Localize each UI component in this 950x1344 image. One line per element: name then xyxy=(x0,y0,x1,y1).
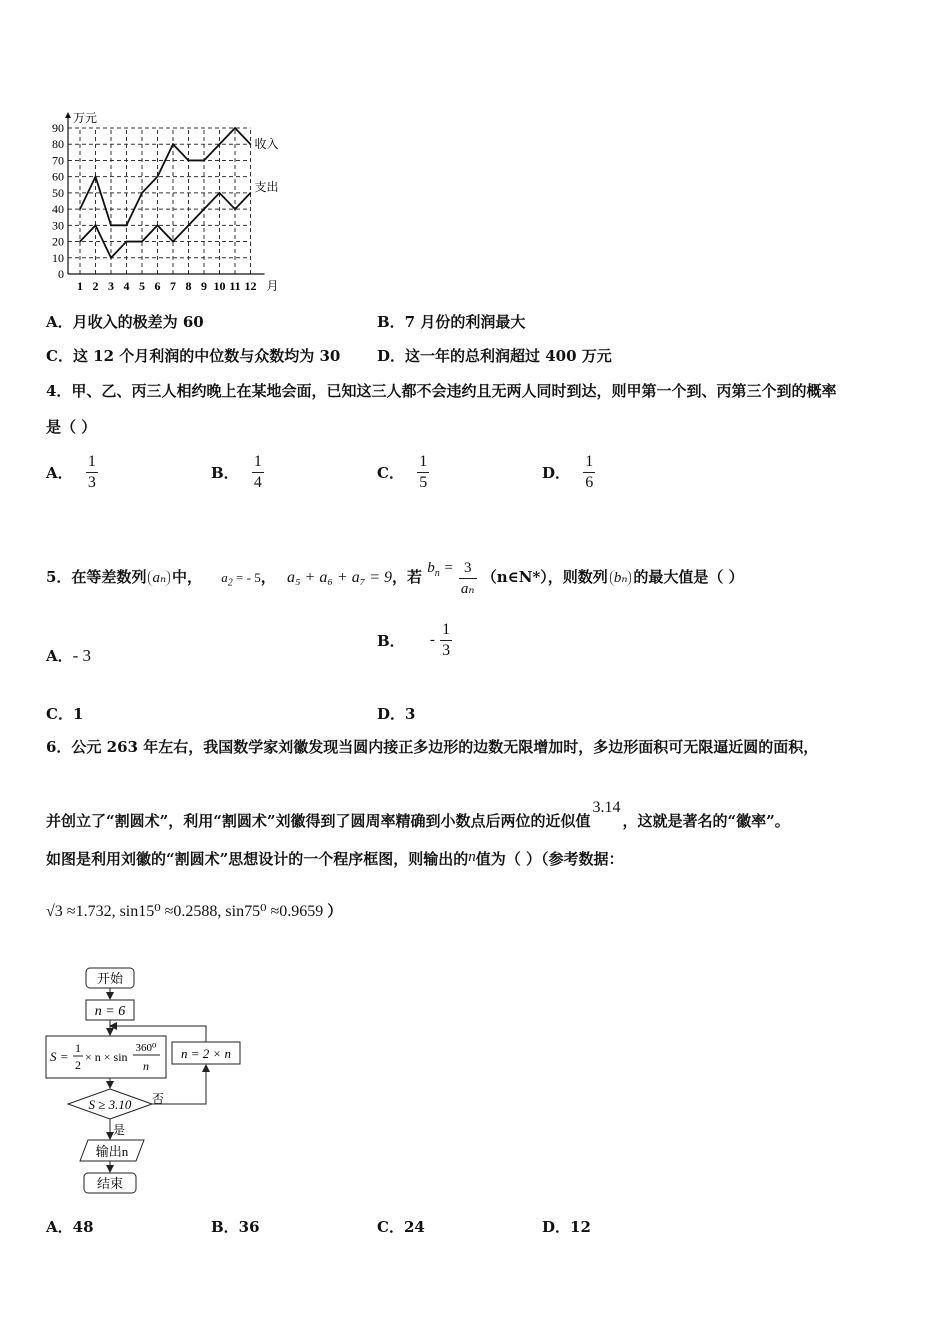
chart-y-arrow xyxy=(65,112,71,118)
chart-point xyxy=(234,127,236,129)
q5-comma: ， xyxy=(260,568,276,586)
q5-sum: a₅ + a₆ + a₇ = 9 xyxy=(286,569,393,586)
flow-formula-half-num: 1 xyxy=(75,1041,81,1055)
chart-point xyxy=(203,160,205,162)
q5-b-label: B． xyxy=(377,632,405,650)
flow-formula-den: n xyxy=(143,1059,149,1073)
chart-x-tick-label: 5 xyxy=(139,279,145,293)
chart-point xyxy=(95,225,97,227)
q5-seq-b: bₙ xyxy=(610,570,632,586)
q6-line2 xyxy=(46,786,790,843)
flow-init-text: n = 6 xyxy=(94,1004,126,1019)
chart-x-tick-label: 10 xyxy=(213,279,226,293)
chart-legend-label: 支出 xyxy=(254,179,279,194)
q6-line2a: 并创立了“割圆术”，利用“割圆术”刘徽得到了圆周率精确到小数点后两位的近似值 xyxy=(46,812,591,830)
chart-y-tick-label: 10 xyxy=(52,250,64,265)
q5-b-num: 3 xyxy=(459,558,477,579)
q5-option-a[interactable] xyxy=(46,645,91,666)
q4-d-num: 1 xyxy=(583,452,595,473)
flow-no-label: 否 xyxy=(152,1092,165,1106)
q5-b-sign: - xyxy=(429,632,435,648)
chart-y-axis-label: 万元 xyxy=(73,111,98,125)
chart-point xyxy=(188,160,190,162)
chart-point xyxy=(79,208,81,210)
q4-stem-line1: 4．甲、乙、丙三人相约晚上在某地会面，已知这三人都不会违约且无两人同时到达，则甲第一个到、丙第三个到的概率 xyxy=(46,382,837,400)
q6-option-b[interactable]: B．36 xyxy=(211,1218,260,1236)
chart-point xyxy=(110,225,112,227)
chart-x-tick-label: 1 xyxy=(77,279,83,293)
chart-point xyxy=(219,192,221,194)
q5-stem xyxy=(46,538,744,614)
income-expense-chart xyxy=(38,108,288,293)
chart-point xyxy=(219,143,221,145)
chart-point xyxy=(157,225,159,227)
q5-a2 xyxy=(221,570,233,589)
q3-option-a[interactable]: A．月收入的极差为 60 xyxy=(46,313,204,331)
q5-seq-a: aₙ xyxy=(148,570,170,586)
flow-start-text: 开始 xyxy=(96,971,124,986)
q5-a2-val: = - 5 xyxy=(232,570,261,585)
chart-point xyxy=(126,241,128,243)
chart-x-tick-label: 3 xyxy=(108,279,114,293)
q5-a-label: A． xyxy=(46,647,73,665)
chart-legend-label: 收入 xyxy=(254,137,279,152)
q4-d-den: 6 xyxy=(585,474,594,491)
chart-point xyxy=(250,192,252,194)
q6-line3 xyxy=(46,848,624,869)
q5-cond: （n∈N*），则数列 xyxy=(481,568,608,586)
q5-a2-sub: 2 xyxy=(227,577,233,589)
chart-point xyxy=(172,143,174,145)
q6-option-c[interactable]: C．24 xyxy=(377,1218,425,1236)
q5-b-lhs xyxy=(427,560,454,579)
chart-y-tick-label: 70 xyxy=(52,153,64,168)
flow-formula-num: 360⁰ xyxy=(135,1042,157,1054)
chart-x-tick-label: 8 xyxy=(185,279,192,293)
q6-ref-data xyxy=(46,900,342,921)
q6-line3a: 如图是利用刘徽的“割圆术”思想设计的一个程序框图，则输出的 xyxy=(46,850,469,868)
q5-text-1: 5．在等差数列 xyxy=(46,568,147,586)
chart-point xyxy=(188,225,190,227)
q6-line2b: ，这就是著名的“徽率”。 xyxy=(622,812,790,830)
chart-y-tick-label: 60 xyxy=(52,169,64,184)
q4-b-num: 1 xyxy=(252,452,264,473)
flow-output-text: 输出n xyxy=(95,1144,129,1159)
chart-point xyxy=(95,176,97,178)
q5-option-d[interactable]: D．3 xyxy=(377,705,416,723)
q4-stem-line2: 是（ ） xyxy=(46,418,97,436)
q5-a-val: - 3 xyxy=(72,646,92,665)
q3-option-d[interactable]: D．这一年的总利润超过 400 万元 xyxy=(377,347,612,365)
q6-n-var: n xyxy=(468,849,476,865)
chart-x-tick-label: 2 xyxy=(92,279,99,293)
chart-y-tick-label: 30 xyxy=(52,218,64,233)
q3-option-b[interactable]: B．7 月份的利润最大 xyxy=(377,313,526,331)
chart-point xyxy=(172,241,174,243)
chart-point xyxy=(203,208,205,210)
q6-option-a[interactable]: A．48 xyxy=(46,1218,94,1236)
chart-point xyxy=(157,176,159,178)
flow-end-text: 结束 xyxy=(96,1176,124,1191)
q6-ref-close: ） xyxy=(327,902,343,920)
flow-condition-text: S ≥ 3.10 xyxy=(88,1097,132,1112)
q5-text-4: 的最大值是（ ） xyxy=(633,568,744,586)
q5-b-frac-num: 1 xyxy=(440,620,452,641)
q4-option-a-label: A． xyxy=(46,464,73,482)
q4-b-den: 4 xyxy=(253,474,262,491)
q4-option-b-label: B． xyxy=(211,464,239,482)
chart-x-tick-label: 11 xyxy=(229,279,241,293)
q4-option-b[interactable] xyxy=(211,452,264,493)
chart-point xyxy=(110,257,112,259)
chart-point xyxy=(79,241,81,243)
q5-a2-var: a xyxy=(221,570,228,585)
q6-line3b: 值为（ ）（参考数据： xyxy=(475,850,624,868)
chart-y-tick-label: 0 xyxy=(58,267,64,281)
q4-c-den: 5 xyxy=(419,474,428,491)
chart-x-tick-label: 7 xyxy=(170,279,176,293)
flow-formula-lhs: S = xyxy=(50,1049,69,1064)
q5-b-den: aₙ xyxy=(460,580,475,597)
chart-y-tick-label: 90 xyxy=(52,121,64,135)
q6-ref-values: √3 ≈1.732, sin15⁰ ≈0.2588, sin75⁰ ≈0.9659 xyxy=(46,903,324,920)
chart-y-tick-label: 50 xyxy=(52,185,64,200)
q5-text-3: ，若 xyxy=(392,568,423,586)
q4-option-a[interactable] xyxy=(46,452,98,493)
q6-line1: 6．公元 263 年左右，我国数学家刘徽发现当圆内接正多边形的边数无限增加时，多边形面积可无限逼近圆的面积， xyxy=(46,738,819,756)
flow-update-text: n = 2 × n xyxy=(180,1046,232,1061)
q5-b-frac-den: 3 xyxy=(442,642,451,659)
q4-c-num: 1 xyxy=(417,452,429,473)
q4-option-c-label: C． xyxy=(377,464,404,482)
q5-b-var: b xyxy=(427,560,435,576)
chart-x-tick-label: 6 xyxy=(154,279,161,293)
q5-text-2: 中， xyxy=(172,568,203,586)
q5-option-c[interactable]: C．1 xyxy=(46,705,84,723)
chart-x-tick-label: 9 xyxy=(201,279,207,293)
flow-yes-label: 是 xyxy=(113,1123,126,1137)
flow-formula-mid: × n × sin xyxy=(85,1050,128,1064)
q5-b-sub: n xyxy=(434,568,440,579)
chart-y-tick-label: 80 xyxy=(52,137,64,152)
chart-point xyxy=(141,192,143,194)
q4-a-num: 1 xyxy=(86,452,98,473)
chart-x-tick-label: 4 xyxy=(123,279,130,293)
q4-a-den: 3 xyxy=(87,474,96,491)
q3-option-c[interactable]: C．这 12 个月利润的中位数与众数均为 30 xyxy=(46,347,341,365)
flow-formula-half-den: 2 xyxy=(75,1058,81,1072)
chart-point xyxy=(234,208,236,210)
chart-y-tick-label: 20 xyxy=(52,234,64,249)
q4-option-d[interactable] xyxy=(542,452,595,493)
q5-option-b[interactable] xyxy=(377,620,452,661)
q4-option-d-label: D． xyxy=(542,464,571,482)
chart-x-tick-label: 12 xyxy=(244,279,257,293)
chart-point xyxy=(126,225,128,227)
program-flowchart xyxy=(40,962,260,1202)
chart-y-tick-label: 40 xyxy=(52,202,64,217)
q6-pi-value: 3.14 xyxy=(592,799,621,816)
chart-point xyxy=(250,143,252,145)
chart-x-axis-label: 月 xyxy=(266,279,279,293)
q6-option-d[interactable]: D．12 xyxy=(542,1218,591,1236)
q4-option-c[interactable] xyxy=(377,452,429,493)
q5-eq: = xyxy=(439,560,454,576)
chart-point xyxy=(141,241,143,243)
